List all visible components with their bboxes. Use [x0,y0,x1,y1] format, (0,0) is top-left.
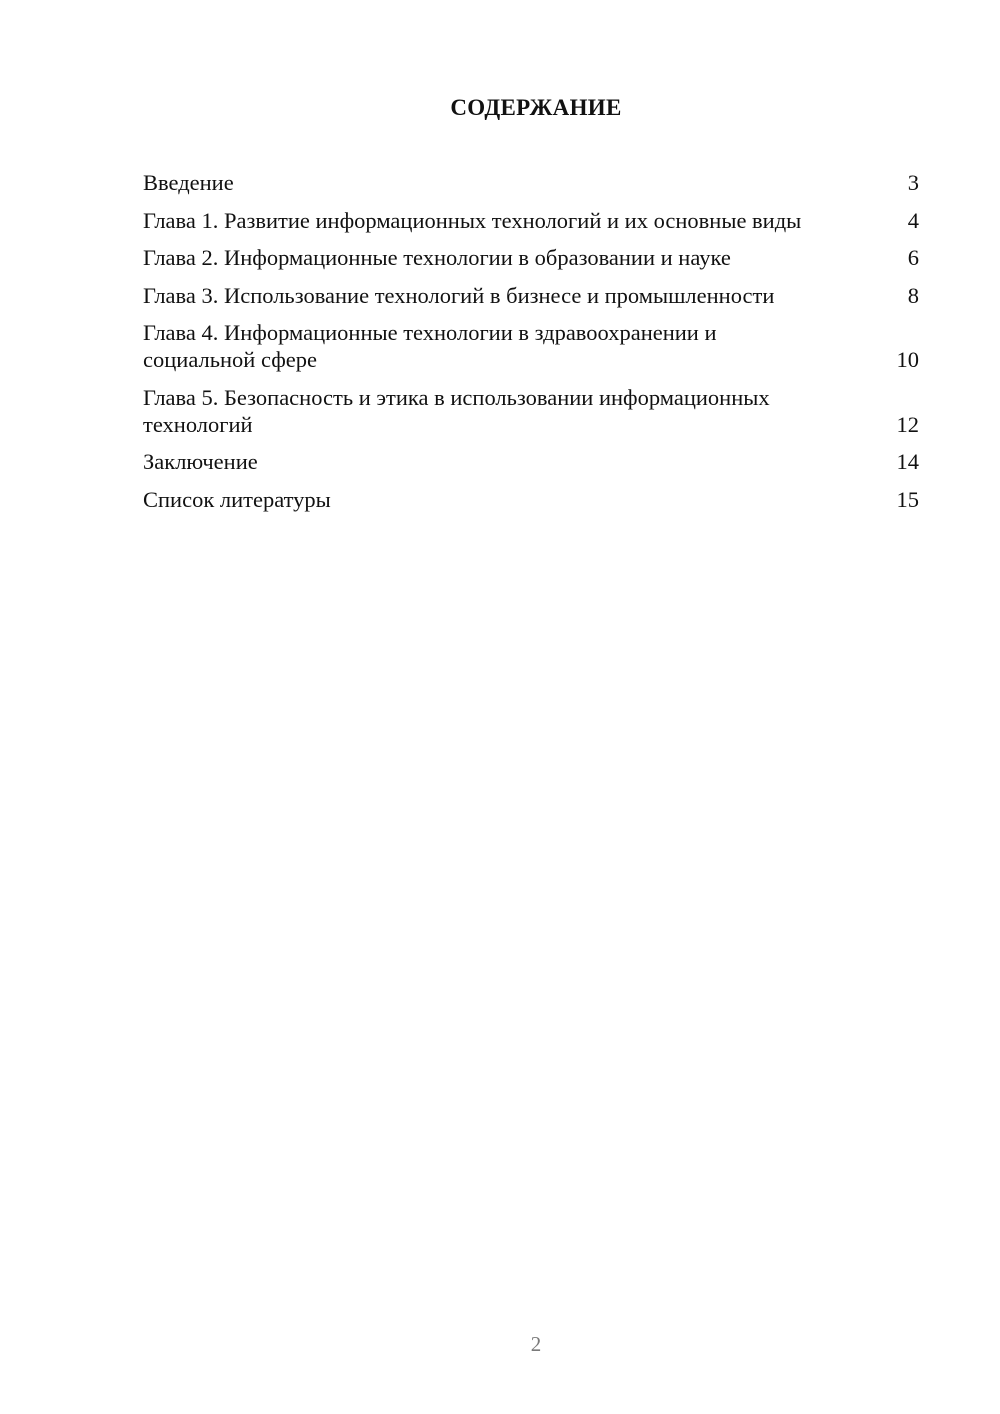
toc-entry-page: 14 [896,449,919,474]
toc-entry-page: 6 [907,245,919,270]
toc-entry-page: 10 [896,347,919,372]
toc-entry-introduction[interactable] [143,169,919,196]
toc-entry-page: 4 [907,207,919,233]
toc-entry-bibliography[interactable] [143,486,919,513]
toc-entry-chapter-3[interactable] [143,282,919,309]
toc-entry-title: Глава 3. Использование технологий в бизнесе и промышленности [143,282,775,308]
toc-entry-chapter-1[interactable] [143,207,919,234]
toc-entry-chapter-4[interactable] [143,319,919,373]
toc-entry-title: Глава 4. Информационные технологии в здравоохранении и социальной сфере [143,320,717,372]
toc-entry-title: Заключение [143,449,258,474]
table-of-contents [143,169,919,523]
toc-entry-conclusion[interactable] [143,448,919,475]
toc-entry-title: Глава 1. Развитие информационных технологий и их основные виды [143,207,802,233]
toc-entry-title: Введение [143,170,234,195]
toc-entry-page: 8 [907,282,919,308]
toc-entry-title: Глава 5. Безопасность и этика в использовании информационных технологий [143,384,770,437]
toc-entry-page: 12 [896,411,919,437]
toc-entry-chapter-5[interactable] [143,384,919,438]
toc-entry-page: 15 [896,486,919,512]
toc-entry-title: Список литературы [143,486,331,512]
page-number: 2 [530,1332,542,1356]
page-title: СОДЕРЖАНИЕ [450,95,622,120]
toc-entry-chapter-2[interactable] [143,244,919,271]
toc-entry-page: 3 [907,170,919,195]
toc-entry-title: Глава 2. Информационные технологии в образовании и науке [143,245,731,270]
